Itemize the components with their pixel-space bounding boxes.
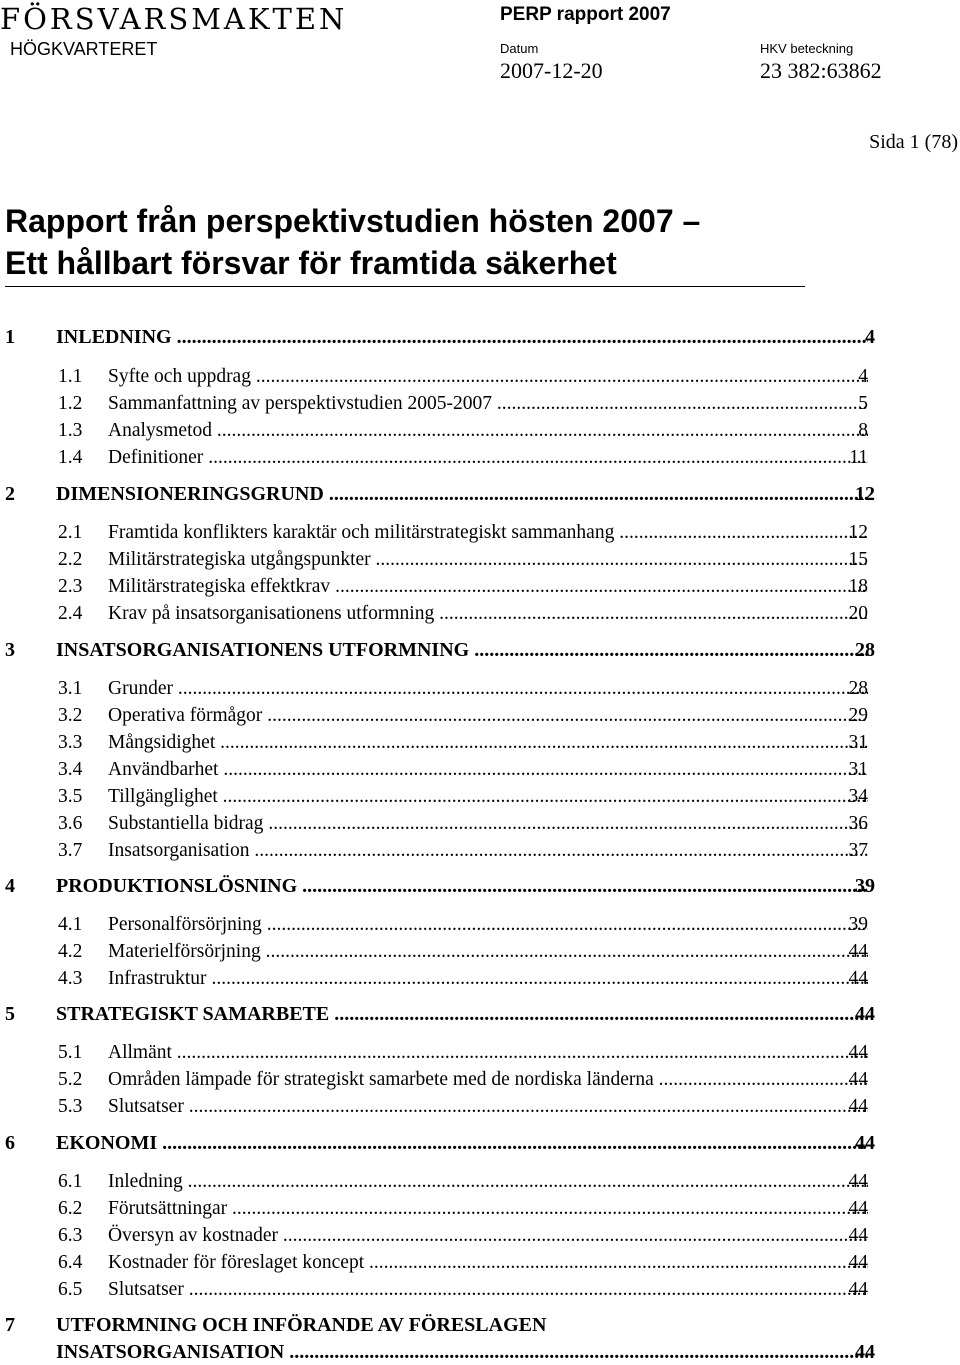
toc-entry-page-number: 44 — [848, 1171, 868, 1192]
toc-entry-title: Militärstrategiska effektkrav ..... — [108, 574, 868, 600]
toc-entry-number: 6.4 — [58, 1252, 83, 1273]
toc-entry-page-number: 44 — [855, 1003, 875, 1025]
toc-entry[interactable] — [0, 676, 960, 702]
toc-entry-title: INLEDNING ..... — [56, 324, 868, 350]
toc-entry-page-number: 44 — [848, 1069, 868, 1090]
toc-entry-7-line-1 — [0, 1312, 960, 1338]
toc-entry-title: Insatsorganisation ..... — [108, 838, 868, 864]
toc-entry-number: 3.5 — [58, 786, 83, 807]
toc-entry-number: 6.3 — [58, 1225, 83, 1246]
toc-entry-page-number: 31 — [848, 759, 868, 780]
date-label: Datum — [500, 41, 539, 56]
toc-entry[interactable] — [0, 1040, 960, 1066]
toc-entry-title: Användbarhet ..... — [108, 757, 868, 783]
toc-entry-page-number: 15 — [848, 549, 868, 570]
toc-entry-page-number: 44 — [848, 1252, 868, 1273]
reference-label: HKV beteckning — [760, 41, 854, 56]
toc-entry-number: 3.3 — [58, 732, 83, 753]
toc-entry-page-number: 4 — [858, 366, 868, 387]
toc-entry-number: 2.3 — [58, 576, 83, 597]
toc-entry-page-number: 12 — [855, 483, 875, 505]
toc-entry-number: 3.6 — [58, 813, 83, 834]
toc-entry-page-number: 8 — [858, 420, 868, 441]
toc-entry-page-number: 39 — [848, 914, 868, 935]
toc-entry-number: 3.7 — [58, 840, 83, 861]
toc-entry[interactable] — [0, 939, 960, 965]
toc-entry-title: Analysmetod ..... — [108, 418, 868, 444]
toc-entry-page-number: 11 — [849, 447, 868, 468]
toc-entry[interactable] — [0, 912, 960, 938]
toc-entry[interactable] — [0, 1130, 960, 1156]
toc-entry-title: STRATEGISKT SAMARBETE ..... — [56, 1001, 868, 1027]
page-indicator: Sida 1 (78) — [869, 131, 958, 153]
reference-value: 23 382:63862 — [760, 58, 882, 83]
toc-entry-number: 5.2 — [58, 1069, 83, 1090]
toc-entry-title: Tillgänglighet ..... — [108, 784, 868, 810]
toc-entry-page-number: 44 — [848, 968, 868, 989]
toc-entry[interactable] — [0, 966, 960, 992]
toc-entry[interactable] — [0, 1067, 960, 1093]
toc-entry[interactable] — [0, 520, 960, 546]
toc-entry-title: Krav på insatsorganisationens utformning ..... — [108, 601, 868, 627]
toc-entry-page-number: 44 — [855, 1132, 875, 1154]
toc-entry-number: 2.2 — [58, 549, 83, 570]
toc-entry[interactable] — [0, 481, 960, 507]
organization-name: FÖRSVARSMAKTEN — [0, 2, 348, 36]
toc-entry[interactable] — [0, 391, 960, 417]
toc-entry-title: Syfte och uppdrag ..... — [108, 364, 868, 390]
toc-entry-title: Personalförsörjning ..... — [108, 912, 868, 938]
toc-entry-title: PRODUKTIONSLÖSNING ..... — [56, 873, 868, 899]
toc-entry-page-number: 28 — [848, 678, 868, 699]
toc-entry-title: Materielförsörjning ..... — [108, 939, 868, 965]
toc-entry-title: Slutsatser ..... — [108, 1094, 868, 1120]
toc-entry-page-number: 44 — [848, 1225, 868, 1246]
toc-entry-number: 4.1 — [58, 914, 83, 935]
toc-entry-title-cont: INSATSORGANISATION ..... — [56, 1339, 868, 1365]
toc-entry-number: 6.2 — [58, 1198, 83, 1219]
toc-entry[interactable] — [0, 637, 960, 663]
toc-entry[interactable] — [0, 324, 960, 350]
toc-entry-title: Mångsidighet ..... — [108, 730, 868, 756]
date-value: 2007-12-20 — [500, 58, 603, 83]
toc-entry[interactable] — [0, 364, 960, 390]
toc-entry[interactable] — [0, 445, 960, 471]
toc-entry-number: 4.2 — [58, 941, 83, 962]
toc-entry[interactable] — [0, 574, 960, 600]
toc-entry-title: INSATSORGANISATIONENS UTFORMNING ..... — [56, 637, 868, 663]
toc-entry-page-number: 4 — [865, 326, 875, 348]
toc-entry-title: Infrastruktur ..... — [108, 966, 868, 992]
toc-entry-page-number: 34 — [848, 786, 868, 807]
toc-entry-number: 6.1 — [58, 1171, 83, 1192]
toc-entry-number: 3.4 — [58, 759, 83, 780]
toc-entry-number: 6.5 — [58, 1279, 83, 1300]
toc-entry[interactable] — [0, 730, 960, 756]
toc-entry-page-number: 44 — [848, 1198, 868, 1219]
toc-entry-title: Substantiella bidrag ..... — [108, 811, 868, 837]
toc-entry-title: Översyn av kostnader ..... — [108, 1223, 868, 1249]
toc-entry[interactable] — [0, 1277, 960, 1303]
toc-entry-7-line-2 — [0, 1339, 960, 1365]
toc-entry-title: UTFORMNING OCH INFÖRANDE AV FÖRESLAGEN — [56, 1314, 547, 1336]
toc-entry[interactable] — [0, 838, 960, 864]
toc-entry-page-number: 28 — [855, 639, 875, 661]
department-name: HÖGKVARTERET — [10, 39, 158, 59]
title-divider — [5, 286, 805, 287]
toc-entry-title: Definitioner ..... — [108, 445, 868, 471]
toc-entry-title: Operativa förmågor ..... — [108, 703, 868, 729]
toc-entry-page-number: 39 — [855, 875, 875, 897]
toc-entry-number: 2 — [5, 483, 15, 505]
toc-entry-title: Kostnader för föreslaget koncept ..... — [108, 1250, 868, 1276]
title-line-1: Rapport från perspektivstudien hösten 2007 – — [5, 203, 701, 239]
toc-entry-number: 3.1 — [58, 678, 83, 699]
toc-entry[interactable] — [0, 1223, 960, 1249]
toc-entry-page-number: 44 — [855, 1341, 875, 1363]
toc-entry[interactable] — [0, 757, 960, 783]
toc-entry-title: Områden lämpade för strategiskt samarbete med de nordiska länderna ..... — [108, 1067, 868, 1093]
toc-entry-title: EKONOMI ..... — [56, 1130, 868, 1156]
toc-entry[interactable] — [0, 1250, 960, 1276]
toc-entry-number: 1 — [5, 326, 15, 348]
toc-entry-page-number: 44 — [848, 1279, 868, 1300]
toc-entry-page-number: 18 — [848, 576, 868, 597]
toc-entry-number: 1.3 — [58, 420, 83, 441]
toc-entry-number: 3.2 — [58, 705, 83, 726]
toc-entry-number: 4.3 — [58, 968, 83, 989]
toc-entry-page-number: 29 — [848, 705, 868, 726]
toc-entry-title: Sammanfattning av perspektivstudien 2005-2007 ..... — [108, 391, 868, 417]
toc-entry-title: Framtida konflikters karaktär och militärstrategiskt sammanhang ..... — [108, 520, 868, 546]
toc-entry-number: 4 — [5, 875, 15, 897]
report-label: PERP rapport 2007 — [500, 4, 671, 25]
toc-entry-number: 1.2 — [58, 393, 83, 414]
toc-entry[interactable] — [0, 601, 960, 627]
toc-entry[interactable] — [0, 784, 960, 810]
toc-entry-title: Allmänt ..... — [108, 1040, 868, 1066]
toc-entry-title: DIMENSIONERINGSGRUND ..... — [56, 481, 868, 507]
toc-entry-number: 1.4 — [58, 447, 83, 468]
toc-entry-page-number: 44 — [848, 1096, 868, 1117]
toc-entry-number: 5.1 — [58, 1042, 83, 1063]
toc-entry-page-number: 20 — [848, 603, 868, 624]
toc-entry-number: 5 — [5, 1003, 15, 1025]
toc-entry-page-number: 37 — [848, 840, 868, 861]
title-line-2: Ett hållbart försvar för framtida säkerhet — [5, 245, 617, 281]
toc-entry-number: 2.1 — [58, 522, 83, 543]
toc-entry[interactable] — [0, 418, 960, 444]
toc-entry-page-number: 5 — [858, 393, 868, 414]
toc-entry-number: 7 — [5, 1314, 15, 1336]
toc-entry-title: Militärstrategiska utgångspunkter ..... — [108, 547, 868, 573]
toc-entry[interactable] — [0, 811, 960, 837]
toc-entry-title: Förutsättningar ..... — [108, 1196, 868, 1222]
toc-entry-page-number: 12 — [848, 522, 868, 543]
toc-entry[interactable] — [0, 547, 960, 573]
toc-entry-title: Slutsatser ..... — [108, 1277, 868, 1303]
toc-entry[interactable] — [0, 703, 960, 729]
toc-entry[interactable] — [0, 1196, 960, 1222]
toc-entry-title: Grunder ..... — [108, 676, 868, 702]
toc-entry[interactable] — [0, 1169, 960, 1195]
toc-entry-title: Inledning ..... — [108, 1169, 868, 1195]
toc-entry-page-number: 44 — [848, 1042, 868, 1063]
toc-entry-number: 6 — [5, 1132, 15, 1154]
toc-entry[interactable] — [0, 873, 960, 899]
toc-entry-number: 1.1 — [58, 366, 83, 387]
toc-entry[interactable] — [0, 1094, 960, 1120]
toc-entry-number: 5.3 — [58, 1096, 83, 1117]
toc-entry-page-number: 44 — [848, 941, 868, 962]
toc-entry[interactable] — [0, 1001, 960, 1027]
toc-entry-number: 2.4 — [58, 603, 83, 624]
toc-entry-page-number: 31 — [848, 732, 868, 753]
toc-entry-page-number: 36 — [848, 813, 868, 834]
toc-entry-number: 3 — [5, 639, 15, 661]
